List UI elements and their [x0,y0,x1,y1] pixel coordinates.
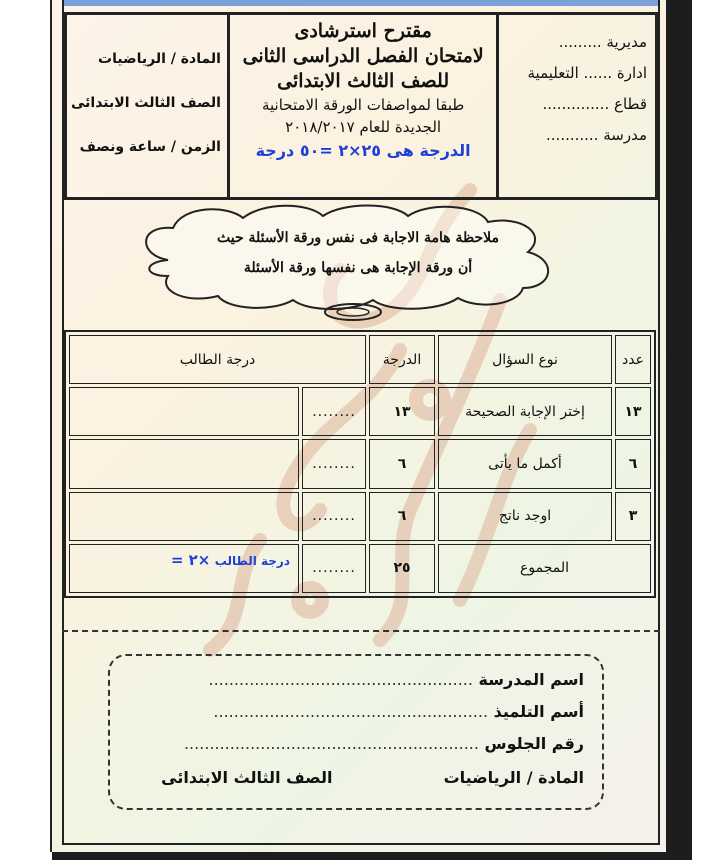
student-name-row [213,702,584,721]
row-empty-cell [69,387,299,436]
student-info-box [108,654,604,810]
row-empty-cell [69,492,299,541]
duration-line: الزمن / ساعة ونصف [79,139,221,155]
page-shadow-right [666,0,692,860]
total-formula-cell [69,544,299,593]
subject-line: المادة / الرياضيات [98,51,221,67]
row-score: ١٣ [369,387,435,436]
header-subject-cell [67,15,227,197]
row-student-score-dots[interactable]: ........ [302,439,366,488]
exam-title-2: لامتحان الفصل الدراسى الثانى [242,45,484,67]
row-student-score-dots[interactable]: ........ [302,387,366,436]
administration-line: ادارة ...... التعليمية [527,64,647,82]
header-question-type: نوع السؤال [438,335,612,384]
note-cloud [128,200,578,322]
seat-number-field[interactable]: .......................................................... [183,734,479,753]
page-shadow-bottom [52,852,692,860]
school-name-label: اسم المدرسة [478,670,584,689]
table-row [69,387,651,436]
score-table [64,330,656,598]
row-score: ٦ [369,492,435,541]
row-student-score-dots[interactable]: ........ [302,492,366,541]
total-label: المجموع [438,544,651,593]
grade-level-line: الصف الثالث الابتدائى [71,95,221,111]
row-empty-cell [69,439,299,488]
note-line-2: أن ورقة الإجابة هى نفسها ورقة الأسئلة [243,260,473,276]
header-score: الدرجة [369,335,435,384]
row-count: ٣ [615,492,651,541]
row-count: ١٣ [615,387,651,436]
school-name-row [209,670,585,689]
seat-number-label: رقم الجلوس [484,734,584,753]
note-line-1: ملاحظة هامة الاجابة فى نفس ورقة الأسئلة حيث [217,230,499,246]
header-count: عدد [615,335,651,384]
cut-line [62,630,660,632]
exam-year-line: الجديدة للعام ٢٠١٨/٢٠١٧ [285,118,442,136]
directorate-line: مديرية ......... [558,33,647,51]
exam-grade-line: الدرجة هى ٢٥×٢ =٥٠ درجة [255,141,471,160]
row-question-type: اوجد ناتج [438,492,612,541]
exam-spec-line: طبقا لمواصفات الورقة الامتحانية [261,96,465,114]
footer-grade: الصف الثالث الابتدائى [161,768,333,787]
exam-title-3: للصف الثالث الابتدائى [277,70,450,92]
header-title-cell [227,15,496,197]
header-student-score: درجة الطالب [69,335,366,384]
formula-equation: ×٢ = [170,550,211,569]
sector-line: قطاع .............. [542,95,647,113]
table-row [69,439,651,488]
footer-subject: المادة / الرياضيات [443,768,584,787]
row-count: ٦ [615,439,651,488]
school-line: مدرسة ........... [546,126,647,144]
total-score: ٢٥ [369,544,435,593]
student-name-field[interactable]: ...................................................... [213,702,489,721]
seat-number-row [184,734,584,753]
table-header-row [69,335,651,384]
formula-label: درجة الطالب [214,553,290,568]
table-row [69,492,651,541]
total-student-score-dots[interactable]: ........ [302,544,366,593]
header-admin-cell [496,15,655,197]
subject-grade-row [161,768,584,787]
exam-title-1: مقترح استرشادى [294,20,432,42]
exam-header [64,12,658,200]
row-question-type: إختر الإجابة الصحيحة [438,387,612,436]
school-name-field[interactable]: .................................................... [208,670,473,689]
student-name-label: أسم التلميذ [493,702,584,721]
row-question-type: أكمل ما يأتى [438,439,612,488]
top-strip [64,0,658,6]
row-score: ٦ [369,439,435,488]
table-total-row [69,544,651,593]
